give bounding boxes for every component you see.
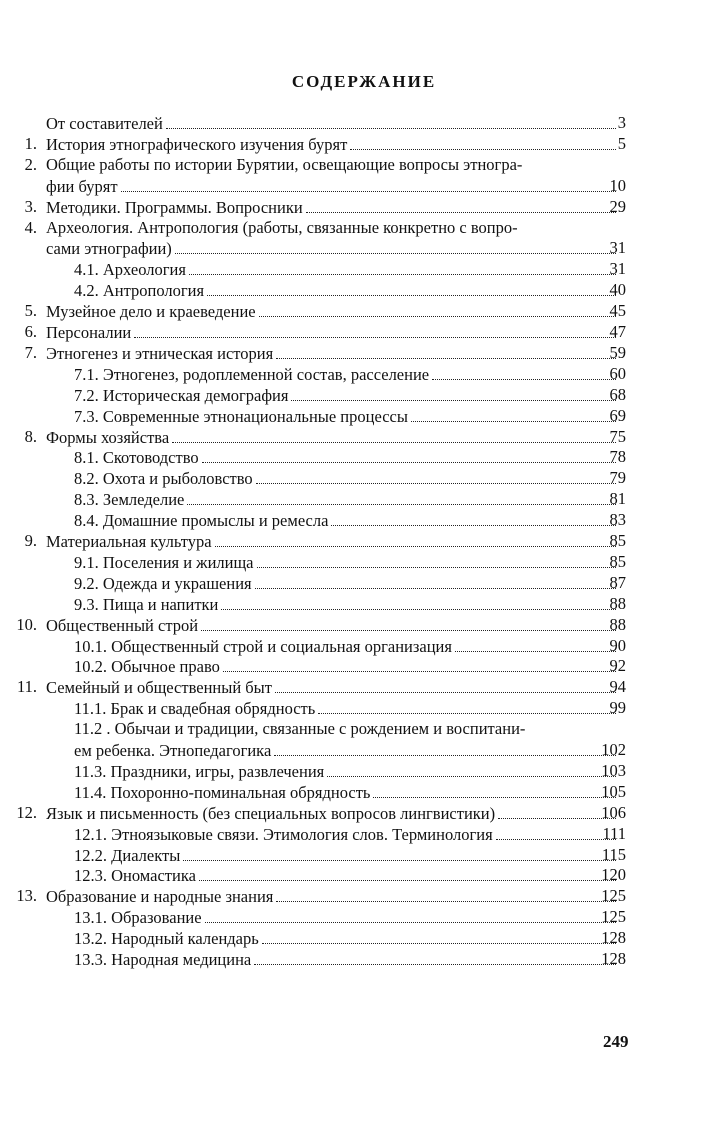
- page-number: 249: [603, 1032, 629, 1051]
- toc-entry-text-line1: Общие работы по истории Бурятии, освещающие вопросы этногра-: [46, 154, 523, 174]
- dot-leader: [166, 112, 616, 129]
- toc-entry-page: 94: [609, 677, 626, 697]
- toc-entry-number: 3.: [24, 196, 37, 216]
- toc-entry-title: 13.2. Народный календарь: [74, 929, 259, 949]
- toc-entry-page: 125: [601, 886, 626, 906]
- dot-leader: [373, 781, 616, 798]
- toc-entry-number: 10.: [16, 614, 37, 634]
- toc-entry-page: 5: [617, 133, 626, 153]
- toc-entry-title: Этногенез и этническая история: [46, 343, 274, 363]
- dot-leader: [254, 948, 616, 965]
- toc-entry-number: 11.: [16, 677, 37, 697]
- toc-entry-page: 105: [601, 781, 626, 801]
- toc-entry-page: 69: [609, 405, 626, 425]
- toc-entry-page: 81: [609, 489, 626, 509]
- toc-entry-title: 8.3. Земледелие: [74, 490, 185, 510]
- toc-entry-number: 1.: [24, 133, 37, 153]
- toc-entry-number: 2.: [24, 154, 37, 174]
- dot-leader: [327, 760, 616, 777]
- toc-entry-title: Персоналии: [46, 323, 132, 342]
- toc-entry-page: 83: [609, 510, 626, 530]
- toc-entry-number: 13.: [16, 886, 37, 906]
- toc-entry-title: ем ребенка. Этнопедагогика: [74, 741, 272, 760]
- page-title: СОДЕРЖАНИЕ: [291, 72, 437, 91]
- toc-entry-title: 9.3. Пища и напитки: [74, 594, 219, 614]
- toc-entry-page: 31: [609, 259, 626, 279]
- toc-entry-page: 85: [609, 551, 626, 571]
- dot-leader: [291, 384, 616, 401]
- toc-entry-title: фии бурят: [46, 176, 118, 196]
- toc-entry-title: Образование и народные знания: [46, 887, 274, 907]
- toc-entry-page: 128: [601, 949, 626, 968]
- toc-entry-title: 12.2. Диалекты: [74, 845, 181, 865]
- toc-entry-title: 11.3. Праздники, игры, развлечения: [74, 761, 325, 781]
- toc-entry-page: 102: [601, 740, 626, 759]
- toc-entry-title: От составителей: [46, 114, 163, 133]
- dot-leader: [199, 864, 616, 881]
- toc-entry-title: Материальная культура: [46, 532, 212, 551]
- dot-leader: [256, 467, 616, 484]
- toc-entry-title: 8.1. Скотоводство: [74, 448, 199, 468]
- dot-leader: [202, 446, 616, 463]
- dot-leader: [172, 426, 616, 443]
- toc-entry-number: 7.: [24, 342, 37, 362]
- dot-leader: [189, 258, 616, 275]
- toc-entry-title: Язык и письменность (без специальных вопросов лингвистики): [46, 803, 496, 823]
- toc-entry-page: 106: [601, 802, 626, 822]
- dot-leader: [223, 655, 616, 672]
- toc-entry-title: 7.1. Этногенез, родоплеменной состав, расселение: [74, 364, 430, 384]
- toc-entry-title: Общественный строй: [46, 615, 199, 635]
- dot-leader: [306, 196, 616, 213]
- toc-entry-page: 31: [609, 238, 626, 258]
- toc-entry-title: 9.2. Одежда и украшения: [74, 573, 252, 593]
- toc-entry-title: 10.2. Обычное право: [74, 657, 220, 677]
- toc-entry-page: 75: [609, 426, 626, 446]
- dot-leader: [205, 906, 616, 923]
- toc-entry-page: 120: [601, 865, 626, 885]
- toc-entry-page: 125: [601, 907, 626, 927]
- toc-entry-page: 10: [609, 175, 626, 195]
- dot-leader: [276, 342, 616, 359]
- dot-leader: [276, 885, 616, 902]
- dot-leader: [498, 802, 616, 819]
- dot-leader: [350, 133, 616, 150]
- toc-entry-title: 4.2. Антропология: [74, 281, 205, 301]
- toc-entry-number: 8.: [24, 426, 37, 446]
- toc-entry-page: 128: [601, 928, 626, 948]
- dot-leader: [221, 593, 616, 610]
- dot-leader: [121, 175, 616, 192]
- toc-entry-number: 4.: [24, 217, 37, 237]
- toc-entry-page: 103: [601, 760, 626, 780]
- toc-entry-title: 7.2. Историческая демография: [74, 385, 289, 405]
- toc-entry-title: История этнографического изучения бурят: [46, 134, 348, 154]
- dot-leader: [257, 551, 616, 568]
- toc-entry-title: сами этнографии): [46, 239, 172, 259]
- toc-entry-number: 9.: [24, 531, 37, 550]
- toc-entry-title: Методики. Программы. Вопросники: [46, 197, 303, 217]
- toc-entry-title: 8.2. Охота и рыболовство: [74, 469, 253, 489]
- dot-leader: [262, 927, 616, 944]
- dot-leader: [187, 488, 616, 505]
- toc-entry-page: 45: [609, 301, 626, 321]
- dot-leader: [207, 279, 616, 296]
- toc-entry-page: 99: [609, 698, 626, 718]
- toc-entry-title: 10.1. Общественный строй и социальная организация: [74, 636, 452, 656]
- toc-entry-text-line1: Археология. Антропология (работы, связанные конкретно с вопро-: [46, 217, 518, 237]
- toc-entry-page: 85: [609, 531, 626, 550]
- dot-leader: [432, 363, 616, 380]
- dot-leader: [134, 321, 616, 338]
- toc-entry-page: 90: [609, 635, 626, 655]
- toc-entry-title: 13.1. Образование: [74, 908, 202, 928]
- toc-entry-page: 47: [609, 322, 626, 341]
- toc-entry-number: 12.: [16, 802, 37, 822]
- toc-entry-page: 60: [609, 363, 626, 383]
- toc-entry-page: 3: [617, 113, 626, 132]
- toc-entry-page: 111: [602, 823, 626, 843]
- toc-entry-title: 12.3. Ономастика: [74, 866, 196, 886]
- dot-leader: [496, 823, 616, 840]
- dot-leader: [331, 509, 616, 526]
- toc-entry-title: 11.4. Похоронно-поминальная обрядность: [74, 782, 371, 802]
- toc-entry-page: 59: [609, 342, 626, 362]
- toc-entry-title: 4.1. Археология: [74, 260, 186, 280]
- toc-entry-title: 12.1. Этноязыковые связи. Этимология слов. Терминология: [74, 824, 493, 844]
- toc-entry-page: 115: [601, 844, 626, 864]
- toc-entry-title: Семейный и общественный быт: [46, 678, 272, 698]
- dot-leader: [259, 300, 616, 317]
- dot-leader: [275, 676, 616, 693]
- toc-entry-page: 79: [609, 468, 626, 488]
- toc-entry-title: 13.3. Народная медицина: [74, 950, 252, 969]
- dot-leader: [175, 237, 616, 254]
- dot-leader: [215, 530, 616, 547]
- toc-entry-text-line1: 11.2 . Обычаи и традиции, связанные с рождением и воспитани-: [74, 719, 526, 739]
- toc-entry-page: 88: [609, 614, 626, 634]
- toc-entry-page: 87: [609, 572, 626, 592]
- toc-entry-title: 7.3. Современные этнонациональные процессы: [74, 406, 408, 426]
- dot-leader: [455, 635, 616, 652]
- dot-leader: [255, 572, 616, 589]
- toc-entry-page: 40: [609, 280, 626, 300]
- dot-leader: [411, 405, 616, 422]
- dot-leader: [318, 697, 616, 714]
- toc-entry-title: 9.1. Поселения и жилища: [74, 552, 254, 572]
- toc-entry-number: 5.: [24, 301, 37, 321]
- toc-entry-title: Музейное дело и краеведение: [46, 302, 256, 322]
- toc-entry-page: 78: [609, 447, 626, 467]
- toc-entry-page: 88: [609, 593, 626, 613]
- toc-entry-page: 68: [609, 384, 626, 404]
- toc-entry-page: 29: [609, 196, 626, 216]
- toc-entry-page: 92: [609, 656, 626, 676]
- toc-entry-title: 8.4. Домашние промыслы и ремесла: [74, 511, 329, 531]
- toc-entry-title: 11.1. Брак и свадебная обрядность: [74, 699, 316, 719]
- toc-entry-number: 6.: [24, 322, 37, 341]
- dot-leader: [183, 844, 616, 861]
- dot-leader: [274, 739, 616, 756]
- dot-leader: [201, 614, 616, 631]
- toc-entry-title: Формы хозяйства: [46, 427, 170, 447]
